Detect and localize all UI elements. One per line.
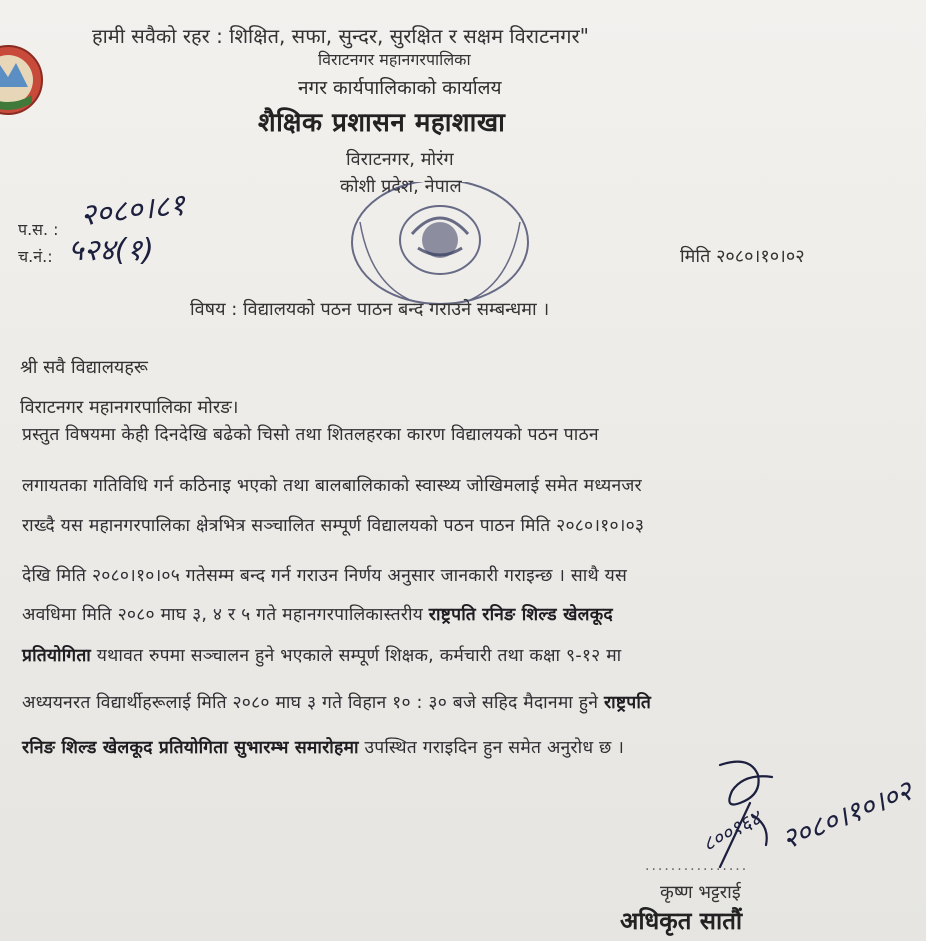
body-line-7-bold: राष्ट्रपति (603, 693, 652, 713)
body-line-6-bold: प्रतियोगिता (22, 646, 92, 666)
body-line-4: देखि मिति २०८०।१०।०५ गतेसम्म बन्द गर्न गराउन निर्णय अनुसार जानकारी गराइन्छ । साथै यस (22, 566, 627, 586)
signature-line: ................ (645, 858, 749, 874)
body-line-8-text: उपस्थित गराइदिन हुन समेत अनुरोध छ । (364, 738, 625, 758)
body-line-2: लगायतका गतिविधि गर्न कठिनाइ भएको तथा बालबालिकाको स्वास्थ्य जोखिमलाई समेत मध्यनजर (22, 476, 642, 496)
office-subtitle: नगर कार्यपालिकाको कार्यालय (298, 77, 502, 99)
motto-text: हामी सवैको रहर : शिक्षित, सफा, सुन्दर, सुरक्षित र सक्षम विराटनगर" (92, 24, 589, 48)
address-city: विराटनगर, मोरंग (346, 149, 454, 170)
addressee-line-1: श्री सवै विद्यालयहरू (20, 357, 148, 378)
cn-label: च.नं.: (18, 247, 53, 266)
body-line-8 (22, 735, 624, 759)
body-line-5-bold: राष्ट्रपति रनिङ शिल्ड खेलकूद (428, 605, 613, 625)
body-line-8-bold: रनिङ शिल्ड खेलकूद प्रतियोगिता सुभारम्भ समारोहमा (22, 738, 359, 758)
signatory-title: अधिकृत सातौं (620, 907, 743, 935)
ps-number-handwritten: २०८०।८१ (78, 187, 187, 234)
nepal-emblem-logo (0, 25, 46, 135)
body-line-5 (22, 602, 613, 626)
body-line-3: राख्दै यस महानगरपालिका क्षेत्रभित्र सञ्चालित सम्पूर्ण विद्यालयको पठन पाठन मिति २०८०।१०।०३ (22, 516, 645, 536)
body-line-6-text: यथावत रुपमा सञ्चालन हुने भएकाले सम्पूर्ण शिक्षक, कर्मचारी तथा कक्षा ९-१२ मा (91, 646, 622, 666)
ps-label: प.स. : (18, 220, 59, 239)
signatory-name: कृष्ण भट्टराई (660, 882, 741, 903)
body-line-7-text: अध्ययनरत विद्यार्थीहरूलाई मिति २०८० माघ ३ गते विहान १० : ३० बजे सहिद मैदानमा हुने (22, 693, 599, 713)
addressee-line-2: विराटनगर महानगरपालिका मोरङ। (20, 397, 239, 418)
signature-date: २०८०।१०।०२ (776, 773, 917, 857)
branch-title: शैक्षिक प्रशासन महाशाखा (258, 108, 506, 138)
cn-number-handwritten: ५२४(१) (68, 233, 154, 268)
office-name: विराटनगर महानगरपालिका (318, 50, 471, 69)
body-line-1: प्रस्तुत विषयमा केही दिनदेखि बढेको चिसो तथा शितलहरका कारण विद्यालयको पठन पाठन (22, 425, 599, 445)
body-line-5-text: अवधिमा मिति २०८० माघ ३, ४ र ५ गते महानगरपालिकास्तरीय (22, 605, 424, 625)
address-province: कोशी प्रदेश, नेपाल (340, 176, 462, 197)
signature-number: ८००१६४ (698, 805, 765, 857)
body-line-6 (22, 643, 621, 667)
office-stamp (340, 182, 540, 312)
letter-date: मिति २०८०।१०।०२ (680, 246, 805, 267)
body-line-7 (22, 690, 651, 714)
subject-line: विषय : विद्यालयको पठन पाठन बन्द गराउने सम्बन्धमा । (190, 299, 550, 320)
